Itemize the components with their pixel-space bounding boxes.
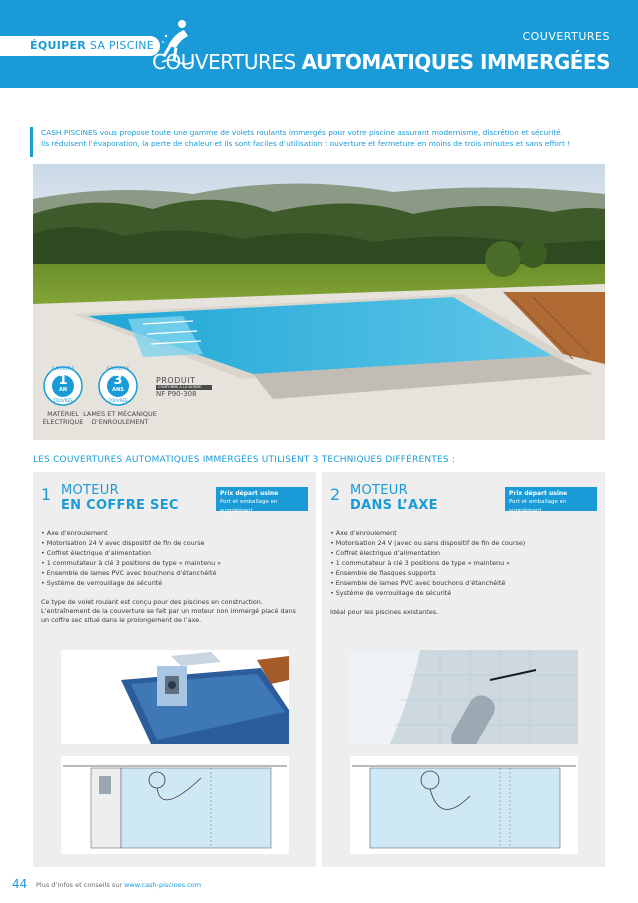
description (330, 608, 595, 617)
description-line: Idéal pour les piscines existantes. (330, 608, 439, 616)
product-photo (61, 650, 289, 744)
page-title (152, 50, 610, 74)
intro-line-1: CASH PISCINES vous propose toute une gamme de volets roulants immergés pour votre piscine assurant modernisme, discrétion et sécurité. (41, 128, 564, 137)
list-item: • Système de verrouillage de sécurité (41, 579, 163, 587)
badge-1-label-2: ÉLECTRIQUE (42, 418, 84, 426)
list-item: • Système de verrouillage de sécurité (330, 589, 452, 597)
price-box (216, 487, 308, 514)
list-item: • 1 commutateur à clé 3 positions de type « maintenu » (330, 559, 511, 567)
intro-line-2: Ils réduisent l’évaporation, la perte de chaleur et ils sont faciles d’utilisation : ouverture et fermeture en moins de trois minutes et sans effort ! (41, 139, 571, 148)
axis-motor-illustration (350, 650, 578, 744)
price-box (505, 487, 597, 514)
badge-1-top: GARANTIE (51, 367, 75, 372)
badge-2-unit: ANS (112, 387, 124, 393)
footer-label: Plus d’infos et conseils sur (36, 881, 125, 889)
intro-text (30, 127, 621, 157)
card-number: 1 (41, 485, 52, 504)
price-subtitle: Port et emballage en supplément (509, 499, 567, 514)
card-title-2: EN COFFRE SEC (61, 498, 179, 513)
badge-1-label-1: MATÉRIEL (47, 410, 79, 418)
warranty-badges (38, 366, 288, 436)
list-item: • Ensemble de flasques supports (330, 569, 436, 577)
list-item: • Axe d’enroulement (41, 529, 108, 537)
description-line: Ce type de volet roulant est conçu pour des piscines en construction. (41, 598, 263, 606)
card-title-2: DANS L’AXE (350, 498, 438, 513)
price-subtitle: Port et emballage en supplément (220, 499, 278, 514)
badge-1-number: 1 (58, 373, 68, 388)
badge-2-bottom: TOUVRÉS (108, 398, 128, 403)
list-item: • 1 commutateur à clé 3 positions de type « maintenu » (41, 559, 222, 567)
badge-2-label (82, 410, 158, 426)
list-item: • Ensemble de lames PVC avec bouchons d’étanchéité (330, 579, 506, 587)
card-title-1: MOTEUR (61, 483, 119, 498)
description (41, 598, 306, 625)
tag-light: SA PISCINE (86, 39, 155, 52)
card-title-1: MOTEUR (350, 483, 408, 498)
description-line: L’entraînement de la couverture se fait par un moteur non immergé placé dans (41, 607, 296, 615)
footer-text (36, 881, 201, 889)
technical-diagram (61, 756, 289, 854)
card-motor-dry-box (33, 472, 316, 867)
feature-list (41, 528, 306, 588)
list-item: • Motorisation 24 V avec dispositif de fin de course (41, 539, 205, 547)
page-header (0, 0, 638, 88)
axis-motor-diagram (350, 756, 578, 854)
badge-2-top: GARANTIE (106, 367, 130, 372)
badge-1-bottom: TOUVRÉS (53, 398, 73, 403)
dry-box-illustration (61, 650, 289, 744)
product-photo (350, 650, 578, 744)
technical-diagram (350, 756, 578, 854)
list-item: • Coffret électrique d’alimentation (330, 549, 441, 557)
techniques-heading: LES COUVERTURES AUTOMATIQUES IMMERGÉES UTILISENT 3 TECHNIQUES DIFFÉRENTES : (33, 455, 456, 465)
title-light: COUVERTURES (152, 50, 302, 74)
product-badge (156, 376, 218, 404)
list-item: • Motorisation 24 V (avec ou sans dispositif de fin de course) (330, 539, 526, 547)
price-title: Prix départ usine (220, 490, 279, 497)
card-motor-in-axis (322, 472, 605, 867)
product-label: PRODUIT (156, 376, 196, 385)
description-line: un coffre sec situé dans le prolongement de l’axe. (41, 616, 202, 624)
product-norm: NF P90-308 (156, 390, 197, 398)
badge-2-number: 3 (113, 373, 123, 388)
title-bold: AUTOMATIQUES IMMERGÉES (301, 50, 610, 74)
section-tag (0, 36, 160, 56)
card-number: 2 (330, 485, 341, 504)
dry-box-diagram (61, 756, 289, 854)
tag-bold: ÉQUIPER (30, 39, 87, 52)
list-item: • Axe d’enroulement (330, 529, 397, 537)
badge-2-label-2: D’ENROULEMENT (91, 418, 149, 426)
badge-1-unit: AN (58, 387, 68, 393)
page-number: 44 (12, 877, 28, 891)
section-label: COUVERTURES (522, 30, 610, 43)
price-title: Prix départ usine (509, 490, 568, 497)
feature-list (330, 528, 595, 598)
list-item: • Coffret électrique d’alimentation (41, 549, 152, 557)
badge-2-label-1: LAMES ET MÉCANIQUE (83, 410, 157, 418)
website-link[interactable]: www.cash-piscines.com (124, 881, 202, 889)
list-item: • Ensemble de lames PVC avec bouchons d’étanchéité (41, 569, 217, 577)
product-norm-small: CONFORME À LA NORME (156, 385, 212, 390)
